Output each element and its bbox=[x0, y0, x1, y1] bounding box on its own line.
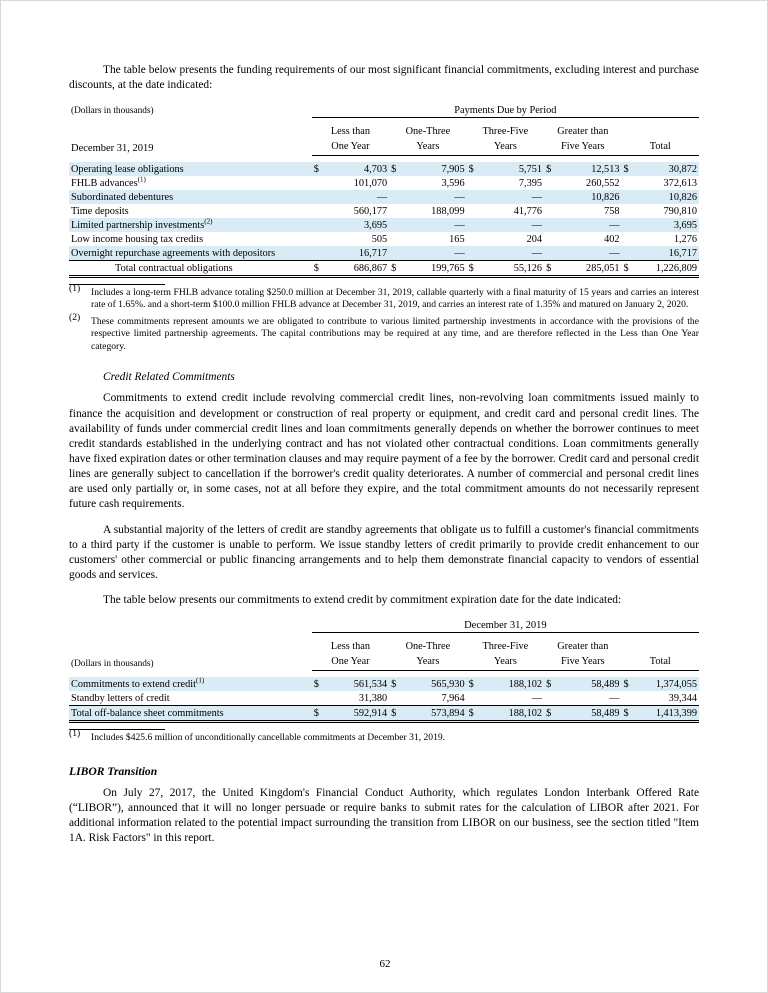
table2-col-header-top bbox=[69, 639, 699, 654]
table1-units-label: (Dollars in thousands) bbox=[71, 106, 154, 117]
table2-col3-line1: Three-Five bbox=[482, 640, 529, 652]
table1-col-header-top bbox=[69, 124, 699, 139]
currency-symbol: $ bbox=[622, 706, 635, 722]
table2-col4-line1: Greater than bbox=[557, 640, 609, 652]
table1-col5-line1 bbox=[622, 124, 699, 139]
row-value: 12,513 bbox=[591, 163, 620, 175]
currency-symbol: $ bbox=[467, 706, 480, 722]
currency-symbol: $ bbox=[467, 261, 480, 277]
credit-related-commitments-heading: Credit Related Commitments bbox=[103, 371, 235, 384]
table2-col2-line2: Years bbox=[389, 655, 466, 671]
row-label: Standby letters of credit bbox=[69, 691, 312, 706]
table2-col5-line1 bbox=[622, 639, 699, 654]
table1-col5-line2: Total bbox=[622, 140, 699, 156]
row-value: — bbox=[376, 191, 388, 203]
currency-symbol: $ bbox=[468, 678, 474, 690]
row-value: 204 bbox=[526, 233, 543, 245]
row-value: 505 bbox=[371, 233, 388, 245]
row-value: — bbox=[531, 191, 543, 203]
row-value: 39,344 bbox=[635, 691, 699, 706]
row-label: Overnight repurchase agreements with depositors bbox=[69, 246, 312, 261]
total-value: 188,102 bbox=[480, 706, 544, 722]
table1-group-header: Payments Due by Period bbox=[312, 103, 699, 118]
total-value: 58,489 bbox=[557, 706, 621, 722]
credit-paragraph-1: Commitments to extend credit include revolving commercial credit lines, non-revolving loan commitments issued mainly to finance the acquisition and development or construction of real property or equipment, and credit card and personal credit lines. The availability of funds under commercial credit lines and loan commitments generally depends on whether the borrower continues to meet credit standards established in the underlying contract and has not violated other contractual conditions. Loan commitments generally have fixed expiration dates or other termination clauses and may require payment of a fee by the borrower. Credit card and personal credit lines are generally subject to cancellation if the borrower's credit quality deteriorates. A number of commercial and personal credit lines are used only partially or, in some cases, not at all before they expire, and the total commitment amounts do not necessarily represent future cash requirements. bbox=[69, 392, 699, 511]
row-value: — bbox=[557, 691, 621, 706]
total-value: 686,867 bbox=[325, 261, 389, 277]
row-value: 4,703 bbox=[363, 163, 388, 175]
table2-col1-line2: One Year bbox=[312, 655, 389, 671]
row-value: 188,099 bbox=[431, 205, 465, 217]
currency-symbol: $ bbox=[468, 163, 474, 175]
table-row bbox=[69, 232, 699, 246]
row-label-text: Limited partnership investments bbox=[71, 219, 205, 231]
row-value: 565,930 bbox=[431, 678, 465, 690]
row-label-superscript: (2) bbox=[204, 217, 213, 226]
row-value: 560,177 bbox=[353, 205, 388, 217]
row-value: 188,102 bbox=[508, 678, 543, 690]
row-value: — bbox=[531, 219, 543, 231]
row-value: 101,070 bbox=[353, 177, 388, 189]
row-value: 7,905 bbox=[441, 163, 465, 175]
row-value: 10,826 bbox=[668, 191, 697, 203]
table1-col2-line1: One-Three bbox=[405, 125, 451, 137]
row-label-text: Commitments to extend credit bbox=[71, 678, 196, 690]
footnote-divider bbox=[69, 284, 165, 285]
currency-symbol: $ bbox=[313, 163, 319, 175]
total-value: 199,765 bbox=[403, 261, 467, 277]
currency-symbol: $ bbox=[544, 261, 557, 277]
row-value: — bbox=[609, 219, 620, 231]
table1-col3-line2: Years bbox=[467, 140, 544, 156]
currency-symbol: $ bbox=[544, 706, 557, 722]
total-value: 55,126 bbox=[480, 261, 544, 277]
row-value: 31,380 bbox=[325, 691, 389, 706]
currency-symbol: $ bbox=[389, 261, 402, 277]
row-value: 3,695 bbox=[673, 219, 697, 231]
total-value: 1,413,399 bbox=[635, 706, 699, 722]
footnote-item bbox=[69, 316, 699, 357]
currency-symbol: $ bbox=[313, 678, 319, 690]
contractual-obligations-table bbox=[69, 103, 699, 278]
row-value: 16,717 bbox=[325, 246, 389, 261]
table2-footnotes bbox=[69, 727, 699, 748]
footnote-text: Includes a long-term FHLB advance totaling $250.0 million at December 31, 2019, callable quarterly with a final maturity of 15 years and carries an interest rate of 1.65%. and a short-term $100.0 million FHLB advance at December 31, 2019, and carries an interest rate of 1.35% and matured on January 2, 2020. bbox=[91, 287, 699, 311]
table1-col3-line1: Three-Five bbox=[482, 125, 529, 137]
table2-col5-line2: Total bbox=[622, 655, 699, 671]
currency-symbol: $ bbox=[546, 163, 552, 175]
row-value: 260,552 bbox=[586, 177, 620, 189]
row-value: 372,613 bbox=[663, 177, 697, 189]
row-value: 10,826 bbox=[591, 191, 620, 203]
row-label bbox=[69, 218, 312, 232]
footnote-item bbox=[69, 732, 699, 748]
total-value: 573,894 bbox=[403, 706, 467, 722]
table2-col3-line2: Years bbox=[467, 655, 544, 671]
table-row bbox=[69, 176, 699, 190]
footnote-item bbox=[69, 287, 699, 316]
currency-symbol: $ bbox=[623, 163, 629, 175]
libor-transition-heading: LIBOR Transition bbox=[69, 764, 158, 778]
row-value: — bbox=[454, 219, 465, 231]
row-value: 758 bbox=[604, 205, 620, 217]
footnote-text: These commitments represent amounts we are obligated to contribute to various limited partnership investments in accordance with the provisions of the respective limited partnership agreements. The capital contributions may be required at any time, and are therefore reflected in the Less than One Year category. bbox=[91, 315, 699, 352]
table2-title-row bbox=[69, 618, 699, 633]
row-label: Operating lease obligations bbox=[71, 163, 184, 175]
total-value: 592,914 bbox=[325, 706, 389, 722]
table2-title: December 31, 2019 bbox=[312, 618, 699, 633]
row-value: 41,776 bbox=[513, 205, 543, 217]
row-value: 30,872 bbox=[668, 163, 697, 175]
row-value: 790,810 bbox=[663, 205, 697, 217]
row-value: 561,534 bbox=[353, 678, 388, 690]
currency-symbol: $ bbox=[391, 163, 397, 175]
row-label-superscript: (1) bbox=[137, 175, 146, 184]
total-label: Total off-balance sheet commitments bbox=[69, 706, 312, 722]
row-value: — bbox=[480, 691, 544, 706]
row-value: 58,489 bbox=[591, 678, 620, 690]
row-value: 165 bbox=[449, 233, 465, 245]
table1-col-header-bottom bbox=[69, 140, 699, 156]
footnote-mark-text: (1) bbox=[69, 727, 81, 739]
row-value: 1,374,055 bbox=[655, 678, 697, 690]
row-label bbox=[69, 677, 312, 691]
credit-paragraph-3: The table below presents our commitments to extend credit by commitment expiration date for the date indicated: bbox=[103, 594, 622, 607]
page-number: 62 bbox=[379, 958, 391, 970]
table-total-row bbox=[69, 261, 699, 277]
table-total-row bbox=[69, 706, 699, 722]
table1-col2-line2: Years bbox=[389, 140, 466, 156]
table-row bbox=[69, 691, 699, 706]
row-value: 1,276 bbox=[673, 233, 697, 245]
row-value: 16,717 bbox=[635, 246, 699, 261]
row-label-superscript: (1) bbox=[195, 676, 205, 685]
footnote-mark bbox=[69, 311, 91, 357]
row-value: 3,596 bbox=[441, 177, 465, 189]
credit-paragraph-2: A substantial majority of the letters of credit are standby agreements that obligate us to fulfill a customer's financial commitments to a third party if the customer is unable to perform. We issue standby letters of credit primarily to provide credit enhancement to our customers' other commercial or public financing arrangements and to help them demonstrate financial capacity to vendors of essential goods and services. bbox=[69, 523, 699, 582]
row-value: 5,751 bbox=[518, 163, 543, 175]
table1-col4-line2: Five Years bbox=[544, 140, 621, 156]
table2-units-label: (Dollars in thousands) bbox=[71, 659, 154, 670]
footnote-divider bbox=[69, 729, 165, 730]
table1-footnotes bbox=[69, 282, 699, 357]
total-label: Total contractual obligations bbox=[69, 261, 312, 277]
table1-col4-line1: Greater than bbox=[557, 125, 609, 137]
table-row bbox=[69, 204, 699, 218]
row-label bbox=[69, 176, 312, 190]
table2-col4-line2: Five Years bbox=[544, 655, 621, 671]
row-value: — bbox=[454, 191, 465, 203]
currency-symbol: $ bbox=[622, 261, 635, 277]
footnote-text: Includes $425.6 million of unconditionally cancellable commitments at December 31, 2019. bbox=[91, 732, 446, 744]
total-value: 1,226,809 bbox=[635, 261, 699, 277]
table-row bbox=[69, 162, 699, 176]
row-value: 3,695 bbox=[363, 219, 388, 231]
table1-col1-line1: Less than bbox=[330, 125, 371, 137]
footnote-mark bbox=[69, 727, 91, 748]
row-label: Low income housing tax credits bbox=[71, 233, 204, 245]
row-label: Subordinated debentures bbox=[71, 191, 174, 203]
table2-col1-line1: Less than bbox=[330, 640, 371, 652]
currency-symbol: $ bbox=[389, 706, 402, 722]
table2-col-header-bottom bbox=[69, 655, 699, 671]
row-value: — bbox=[557, 246, 621, 261]
row-value: — bbox=[403, 246, 467, 261]
table1-date-label: December 31, 2019 bbox=[71, 143, 154, 154]
table-row bbox=[69, 190, 699, 204]
table1-units-row bbox=[69, 103, 699, 118]
total-value: 285,051 bbox=[557, 261, 621, 277]
table2-col2-line1: One-Three bbox=[405, 640, 451, 652]
currency-symbol: $ bbox=[312, 706, 325, 722]
currency-symbol: $ bbox=[623, 678, 629, 690]
table1-col1-line2: One Year bbox=[312, 140, 389, 156]
intro-paragraph: The table below presents the funding requirements of our most significant financial commitments, excluding interest and purchase discounts, at the date indicated: bbox=[69, 64, 699, 92]
commitments-expiration-table bbox=[69, 618, 699, 723]
row-label: Time deposits bbox=[71, 205, 129, 217]
row-value: — bbox=[480, 246, 544, 261]
row-value: 7,964 bbox=[403, 691, 467, 706]
table-row bbox=[69, 246, 699, 261]
libor-paragraph: On July 27, 2017, the United Kingdom's Financial Conduct Authority, which regulates London Interbank Offered Rate (“LIBOR”), announced that it will no longer persuade or require banks to submit rates for the calculation of LIBOR after 2021. For additional information related to the potential impact surrounding the transition from LIBOR on our business, see the section titled "Item 1A. Risk Factors" in this report. bbox=[69, 786, 699, 844]
currency-symbol: $ bbox=[312, 261, 325, 277]
currency-symbol: $ bbox=[391, 678, 397, 690]
row-value: 402 bbox=[604, 233, 620, 245]
row-label-text: FHLB advances bbox=[71, 177, 138, 189]
table-row bbox=[69, 218, 699, 232]
footnote-mark-text: (1) bbox=[69, 282, 81, 294]
footnote-mark-text: (2) bbox=[69, 311, 81, 323]
row-value: 7,395 bbox=[518, 177, 543, 189]
currency-symbol: $ bbox=[546, 678, 552, 690]
table-row bbox=[69, 677, 699, 691]
